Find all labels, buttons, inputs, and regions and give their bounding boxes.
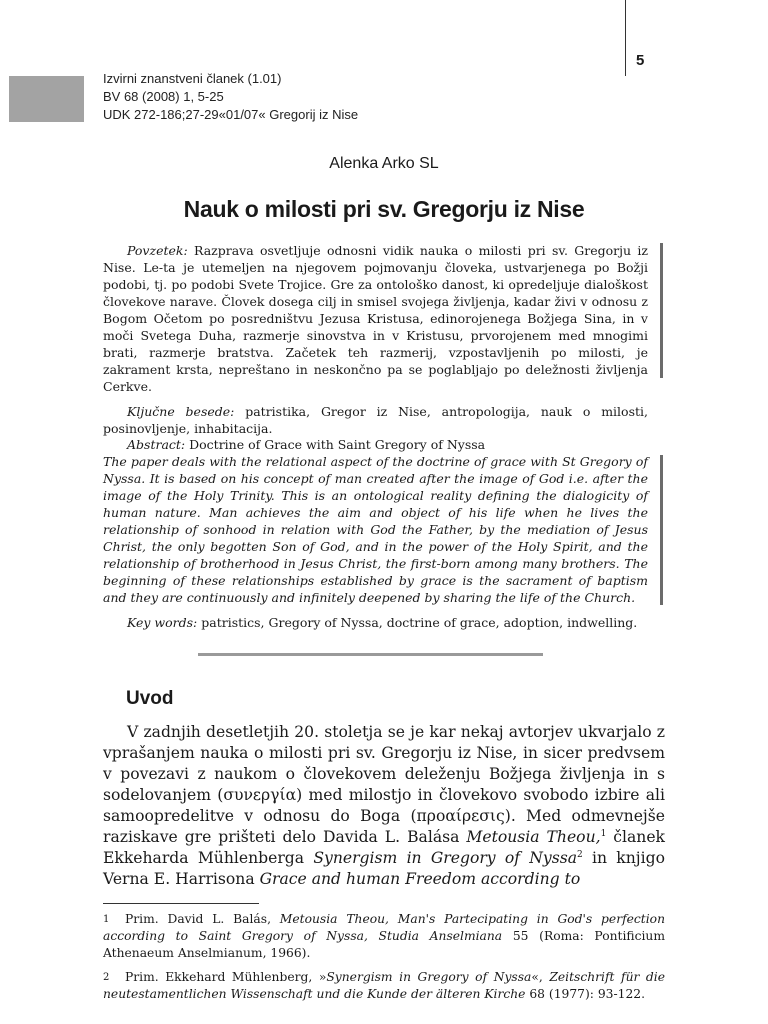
abstract-title: Doctrine of Grace with Saint Gregory of Nyssa	[189, 437, 486, 452]
abstract-heading	[103, 436, 648, 453]
footnote-ref: 2	[577, 849, 583, 860]
footnote-ref: 1	[600, 828, 607, 839]
decorative-block	[9, 76, 84, 122]
footnote	[103, 911, 665, 962]
abstract-label: Abstract:	[127, 437, 186, 452]
text-run: 68 (1977): 93-122.	[525, 987, 646, 1001]
key-words	[103, 614, 648, 631]
key-words-text: patristics, Gregory of Nyssa, doctrine of grace, adoption, indwelling.	[201, 615, 638, 630]
page-number: 5	[636, 52, 645, 69]
italic-title: Metousia Theou,	[466, 828, 601, 846]
italic-title: Synergism in Gregory of Nyssa	[313, 849, 578, 867]
article-meta	[103, 70, 358, 124]
italic-title: Grace and human Freedom according to	[259, 870, 581, 888]
text-run: 55 (Roma: Pontificium Athenaeum Anselmianum, 1966).	[103, 929, 665, 960]
text-run: in knjigo Verna E. Harrisona	[103, 849, 665, 888]
kljucne-besede-label: Ključne besede:	[127, 404, 235, 419]
footnote-number: 2	[103, 972, 110, 983]
key-words-label: Key words:	[127, 615, 198, 630]
footnotes	[103, 911, 665, 1010]
section-body	[103, 722, 665, 890]
italic-title: Synergism in Gregory of Nyssa	[326, 970, 532, 984]
text-run: «,	[531, 970, 550, 984]
abstract-english	[103, 436, 648, 631]
text-run: članek Ekkeharda Mühlenberga	[103, 828, 666, 867]
footnote	[103, 969, 665, 1003]
abstract-text: The paper deals with the relational aspect of the doctrine of grace with St Gregory of Nyssa. It is based on his concept of man created after the image of God i.e. after the image of the Holy Trinity. This is an ontological reality defining the dialogicity of human nature. Man achieves the aim and object of his life when he lives the relationship of sonhood in relation with God the Father, by the mediation of Jesus Christ, the only begotten Son of God, and in the power of the Holy Spirit, and the relationship of brotherhood in Jesus Christ, the first-born among many brothers. The beginning of these relationships established by grace is the sacrament of baptism and they are continuously and infinitely deepened by sharing the life of the Church.	[103, 454, 648, 605]
author: Alenka Arko SL	[329, 155, 439, 172]
footnote-number: 1	[103, 914, 110, 925]
meta-type: Izvirni znanstveni članek (1.01)	[103, 71, 282, 86]
meta-udk: UDK 272-186;27-29«01/07« Gregorij iz Nise	[103, 107, 359, 122]
italic-title: Metousia Theou, Man's Partecipating in God's perfection according to Saint Gregory of Nyssa, Studia Anselmiana	[103, 912, 665, 943]
povzetek-text: Razprava osvetljuje odnosni vidik nauka o milosti pri sv. Gregorju iz Nise. Le-ta je utemeljen na njegovem pojmovanju človeka, ustvarjenega po Božji podobi, tj. po podobi Svete Trojice. Gre za ontološko danost, ki opredeljuje dialoškost človekove narave. Človek dosega cilj in smisel svojega življenja, kadar živi v odnosu z Bogom Očetom po posredništvu Jezusa Kristusa, edinorojenega Božjega Sina, in v moči Svetega Duha, razmerje sinovstva in v Kristusu, prvorojenem med mnogimi brati, razmerje bratstva. Začetek teh razmerij, vzpostavljenih po milosti, je zakrament krsta, nepreštano in neskončno pa se poglabljajo po deležnosti življenja Cerkve.	[103, 243, 648, 394]
header-rule	[625, 0, 626, 76]
article-title: Nauk o milosti pri sv. Gregorju iz Nise	[183, 196, 585, 222]
italic-title: Zeitschrift für die neutestamentlichen Wissenschaft und die Kunde der älteren Kirche	[103, 970, 666, 1001]
footnote-rule	[103, 903, 259, 904]
text-run: V zadnjih desetletjih 20. stoletja se je kar nekaj avtorjev ukvarjalo z vprašanjem nauka o milosti pri sv. Gregorju iz Nise, in sicer predvsem v povezavi z naukom o človekovem deleženju Božjega življenja in s sodelovanjem (συνεργία) med milostjo in človekovo svobodo izbire ali samoopredelitve v odnosu do Boga (προαίρεσις). Med odmevnejše raziskave gre prišteti delo Davida L. Balása	[103, 723, 665, 846]
section-divider	[198, 653, 543, 656]
meta-citation: BV 68 (2008) 1, 5-25	[103, 89, 224, 104]
text-run: Prim. Ekkehard Mühlenberg, »	[125, 970, 327, 984]
povzetek	[103, 242, 648, 395]
abstract-sl-bar	[660, 243, 663, 378]
povzetek-label: Povzetek:	[127, 243, 188, 258]
section-heading: Uvod	[126, 688, 174, 709]
intro-paragraph	[103, 722, 665, 890]
text-run: Prim. David L. Balás,	[125, 912, 280, 926]
kljucne-besede	[103, 403, 648, 437]
abstract-slovenian	[103, 242, 648, 437]
abstract-en-bar	[660, 455, 663, 605]
kljucne-besede-text: patristika, Gregor iz Nise, antropologija, nauk o milosti, posinovljenje, inhabitacija.	[103, 404, 648, 436]
